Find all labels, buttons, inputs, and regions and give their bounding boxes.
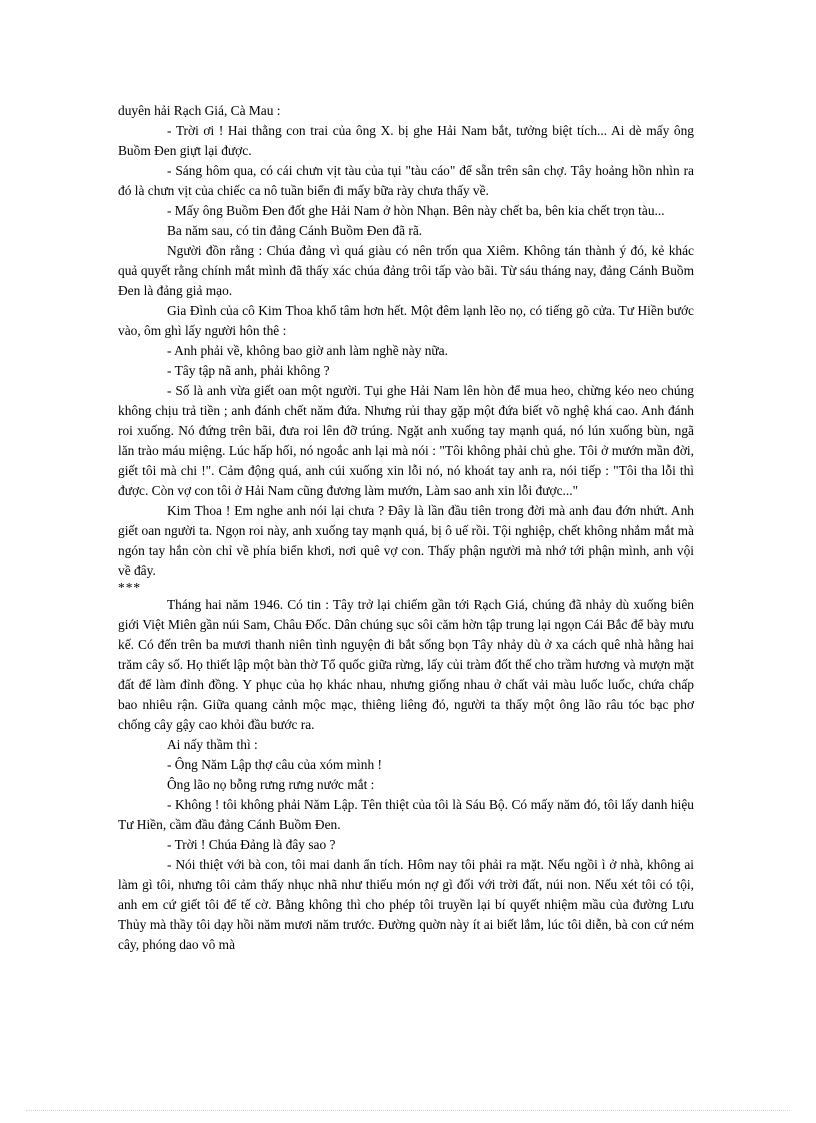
paragraph: - Mấy ông Buồm Đen đốt ghe Hải Nam ở hòn Nhạn. Bên này chết ba, bên kia chết trọn tàu... — [167, 203, 665, 218]
body-text — [118, 101, 694, 955]
paragraph: - Số là anh vừa giết oan một người. Tụi ghe Hải Nam lên hòn để mua heo, chừng kéo neo chúng không chịu trả tiền ; anh đánh chết năm đứa. Nhưng rủi thay gặp một đứa biết võ nghệ khá cao. Anh đánh roi xuống. Nó đứng trên bãi, đưa roi lên đỡ trúng. Ngặt anh xuống tay mạnh quá, nó lún xuống bùn, ngã lăn trào máu miệng. Lúc hấp hối, nó ngoắc anh lại mà nói : "Tôi không phải chủ ghe. Tôi ở mướn mần đời, giết tôi mà chi !". Cảm động quá, anh cúi xuống xin lỗi nó, nó khoát tay anh ra, nói tiếp : "Tôi tha lỗi thì được. Còn vợ con tôi ở Hải Nam cũng đương làm mướn, Làm sao anh xin lỗi được..." — [118, 383, 694, 498]
paragraph: Ba năm sau, có tin đảng Cánh Buồm Đen đã rã. — [167, 223, 423, 238]
paragraph: Tháng hai năm 1946. Có tin : Tây trở lại chiếm gần tới Rạch Giá, chúng đã nhảy dù xuống biên giới Việt Miên gần núi Sam, Châu Đốc. Dân chúng sục sôi căm hờn tập trung lại ngọn Cái Bắc để bày mưu kế. Có đến trên ba mươi thanh niên tình nguyện đi bắt sống bọn Tây nhảy dù ở xa cách quê nhà hằng hai trăm cây số. Họ thiết lập một bàn thờ Tổ quốc giữa rừng, lấy củi tràm đốt thế cho trầm hương và mượn mặt đất để làm đỉnh đồng. Y phục của họ khác nhau, nhưng giống nhau ở chất vải màu luốc luốc, chứa chấp bao nhiêu rận. Giữa quang cảnh mộc mạc, thiêng liêng đó, người ta thấy một ông lão râu tóc bạc phơ chống cây gậy cao khỏi đầu bước ra. — [118, 597, 694, 732]
paragraph: - Tây tập nã anh, phải không ? — [167, 363, 330, 378]
section-separator: *** — [118, 580, 142, 595]
paragraph: Kim Thoa ! Em nghe anh nói lại chưa ? Đây là lần đầu tiên trong đời mà anh đau đớn nhứt. Anh giết oan người ta. Ngọn roi này, anh xuống tay mạnh quá, bị ô uế rồi. Tội nghiệp, chết không nhắm mắt mà ngón tay hắn còn chỉ về phía biển khơi, nơi quê vợ con. Thấy phận người mà nhớ tới phận mình, anh vội về đây. — [118, 503, 694, 578]
page-bottom-divider — [26, 1110, 790, 1111]
paragraph: - Nói thiệt với bà con, tôi mai danh ẩn tích. Hôm nay tôi phải ra mặt. Nếu ngồi ì ở nhà, không ai làm gì tôi, nhưng tôi cảm thấy nhục nhã như thiếu món nợ gì đối với trời đất, núi non. Nếu xét tôi có tội, anh em cứ giết tôi để tế cờ. Bằng không thì cho phép tôi truyền lại bí quyết nhiệm mầu của đường Lưu Thủy mà thầy tôi dạy hồi năm mươi năm trước. Đường quờn này ít ai biết lắm, lúc tôi diễn, bà con cứ ném cây, phóng dao vô mà — [118, 857, 694, 952]
paragraph: - Anh phải về, không bao giờ anh làm nghề này nữa. — [167, 343, 448, 358]
paragraph: duyên hải Rạch Giá, Cà Mau : — [118, 103, 281, 118]
paragraph: Người đồn rằng : Chúa đảng vì quá giàu có nên trốn qua Xiêm. Không tán thành ý đó, kẻ khác quả quyết rằng chính mắt mình đã thấy xác chúa đảng trôi tấp vào bãi. Từ sáu tháng nay, đảng Cánh Buồm Đen là đảng giả mạo. — [118, 243, 694, 298]
paragraph: Ai nấy thầm thì : — [167, 737, 258, 752]
paragraph: Ông lão nọ bỗng rưng rưng nước mắt : — [167, 777, 375, 792]
paragraph: - Trời ! Chúa Đảng là đây sao ? — [167, 837, 336, 852]
paragraph: - Sáng hôm qua, có cái chưn vịt tàu của tụi "tàu cáo" để sẵn trên sân chợ. Tây hoảng hồn nhìn ra đó là chưn vịt của chiếc ca nô tuần biển đi mấy bữa rày chưa thấy về. — [118, 163, 694, 198]
paragraph: - Trời ơi ! Hai thằng con trai của ông X. bị ghe Hải Nam bắt, tưởng biệt tích... Ai dè mấy ông Buồm Đen giựt lại được. — [118, 123, 694, 158]
paragraph: Gia Đình của cô Kim Thoa khổ tâm hơn hết. Một đêm lạnh lẽo nọ, có tiếng gõ cửa. Tư Hiền bước vào, ôm ghì lấy người hôn thê : — [118, 303, 694, 338]
paragraph: - Không ! tôi không phải Năm Lập. Tên thiệt của tôi là Sáu Bộ. Có mấy năm đó, tôi lấy danh hiệu Tư Hiền, cầm đầu đảng Cánh Buồm Đen. — [118, 797, 694, 832]
paragraph: - Ông Năm Lập thợ câu của xóm mình ! — [167, 757, 382, 772]
